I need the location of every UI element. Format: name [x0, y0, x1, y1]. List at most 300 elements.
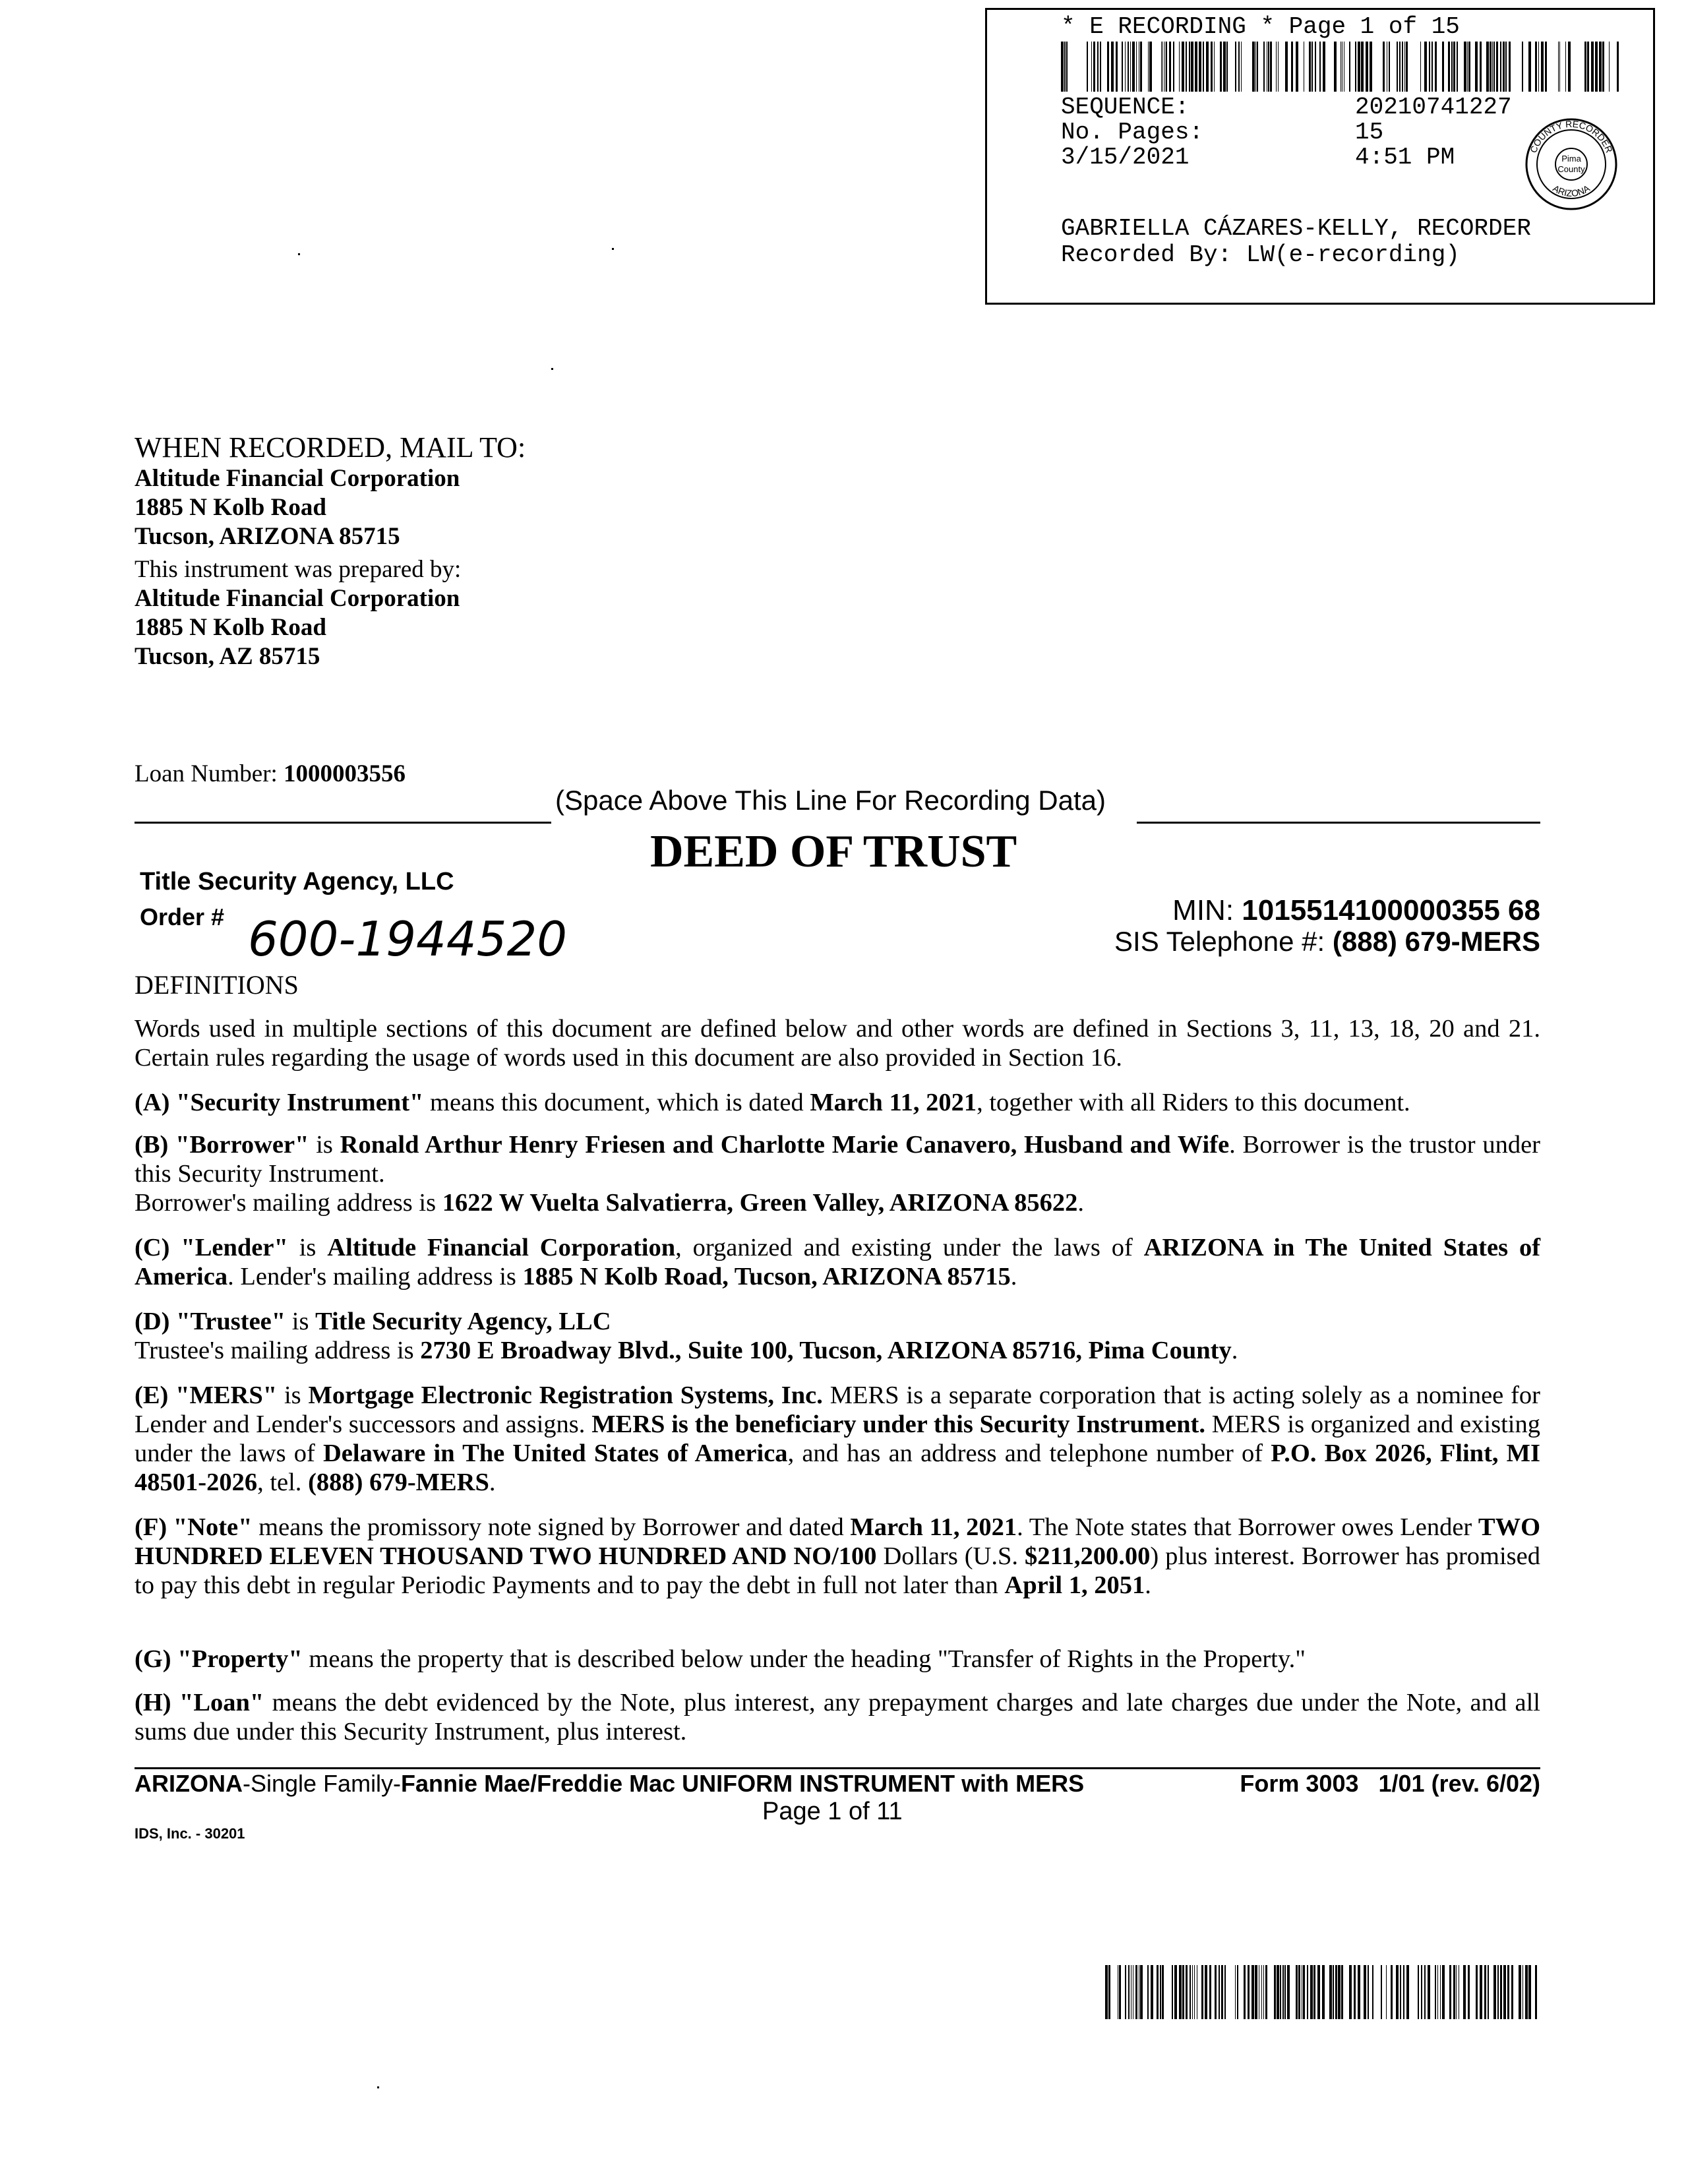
- definitions-intro: [135, 1014, 1540, 1072]
- barcode-bar: [1105, 1965, 1108, 2019]
- barcode-bar: [1386, 1965, 1387, 2019]
- barcode-bar: [1587, 42, 1589, 92]
- barcode-bar: [1476, 1965, 1478, 2019]
- barcode-bar: [1497, 1965, 1499, 2019]
- barcode-bar: [1255, 1965, 1257, 2019]
- barcode-bar: [1391, 1965, 1393, 2019]
- barcode-bar: [1148, 42, 1149, 92]
- barcode-bar: [1162, 42, 1163, 92]
- barcode-bar: [1591, 42, 1594, 92]
- barcode-bar: [1480, 1965, 1482, 2019]
- barcode-bar: [1091, 42, 1092, 92]
- barcode-bar: [1475, 42, 1478, 92]
- barcode-bar: [1201, 1965, 1203, 2019]
- barcode-bar: [1116, 42, 1118, 92]
- barcode-bar: [1278, 42, 1279, 92]
- barcode-bar: [1418, 1965, 1419, 2019]
- barcode-bar: [1509, 42, 1511, 92]
- barcode-bar: [1442, 1965, 1445, 2019]
- barcode-bar: [1492, 42, 1493, 92]
- barcode-bar: [1372, 1965, 1373, 2019]
- barcode-bar: [1366, 42, 1368, 92]
- barcode-bar: [1251, 1965, 1254, 2019]
- footer-form-number: Form 3003 1/01 (rev. 6/02): [1240, 1770, 1540, 1797]
- barcode-bar: [1160, 1965, 1161, 2019]
- recording-divider-left: [135, 822, 551, 824]
- barcode-bar: [1488, 1965, 1489, 2019]
- barcode-bar: [1505, 42, 1507, 92]
- barcode-bar: [1442, 42, 1444, 92]
- barcode-bar: [1406, 42, 1408, 92]
- barcode-bar: [1484, 1965, 1486, 2019]
- barcode-bar: [1370, 42, 1372, 92]
- barcode-bar: [1403, 1965, 1404, 2019]
- sequence-label: SEQUENCE:: [1061, 94, 1190, 121]
- barcode-bar: [1349, 42, 1350, 92]
- barcode-bar: [1361, 42, 1364, 92]
- barcode-bar: [1535, 1965, 1537, 2019]
- barcode-bar: [1559, 42, 1560, 92]
- barcode-bar: [1087, 42, 1088, 92]
- barcode-bar: [1174, 1965, 1177, 2019]
- mail-to-block: [135, 431, 926, 551]
- min-label: MIN:: [1172, 894, 1234, 926]
- definition-f: (F) "Note" means the promissory note signed by Borrower and dated March 11, 2021. The Note states that Borrower owes Lender TWO HUNDRED ELEVEN THOUSAND TWO HUNDRED AND NO/100 Dollars (U.S. $211,200.00) plus interest. Borrower has promised to pay this debt in regular Periodic Payments and to pay the debt in full not later than April 1, 2051.: [135, 1513, 1541, 1599]
- barcode-bar: [1303, 1965, 1305, 2019]
- def-a-text-end: , together with all Riders to this document.: [977, 1089, 1410, 1116]
- barcode-bar: [1296, 1965, 1298, 2019]
- barcode-bar: [1400, 1965, 1401, 2019]
- barcode-bar: [1255, 42, 1256, 92]
- def-c-text: , organized and existing under the laws of: [675, 1234, 1144, 1261]
- barcode-bar: [1149, 42, 1152, 92]
- definition-d: (D) "Trustee" is Title Security Agency, LLC Trustee's mailing address is 2730 E Broadway Blvd., Suite 100, Tucson, ARIZONA 85716, Pima County.: [135, 1308, 1238, 1364]
- barcode-bar: [1599, 42, 1602, 92]
- barcode-bar: [1248, 1965, 1250, 2019]
- document-title: DEED OF TRUST: [650, 826, 1017, 877]
- prepared-by-line: Tucson, AZ 85715: [135, 643, 320, 670]
- barcode-bar: [1311, 42, 1313, 92]
- barcode-bar: [1349, 1965, 1352, 2019]
- barcode-bar: [1061, 42, 1064, 92]
- barcode-bar: [1424, 1965, 1426, 2019]
- barcode-bar: [1164, 42, 1165, 92]
- mail-to-heading: WHEN RECORDED, MAIL TO:: [135, 431, 526, 464]
- def-c-term: (C) "Lender": [135, 1234, 288, 1261]
- loan-number: [135, 760, 406, 789]
- scan-speck: [551, 368, 553, 370]
- def-f-date: March 11, 2021: [850, 1513, 1017, 1541]
- barcode-bar: [1617, 42, 1619, 92]
- mail-to-line: Altitude Financial Corporation: [135, 465, 460, 492]
- barcode-bar: [1319, 42, 1321, 92]
- barcode-bar: [1399, 42, 1401, 92]
- def-a-term: (A) "Security Instrument": [135, 1089, 424, 1116]
- def-d-addr: 2730 E Broadway Blvd., Suite 100, Tucson, ARIZONA 85716, Pima County: [420, 1337, 1232, 1364]
- recording-divider-right: [1137, 822, 1540, 824]
- loan-number-value: 1000003556: [284, 760, 406, 787]
- barcode-bar: [1223, 42, 1226, 92]
- def-f-text: means the promissory note signed by Borrower and dated: [252, 1513, 851, 1541]
- definition-c: (C) "Lender" is Altitude Financial Corporation, organized and existing under the laws of ARIZONA in The United States of America. Lender's mailing address is 1885 N Kolb Road, Tucson, ARIZONA 85715.: [135, 1234, 1541, 1290]
- barcode-bar: [1135, 1965, 1137, 2019]
- def-b-text: . Borrower is the trustor under this Security Instrument.: [135, 1131, 1540, 1188]
- order-number-label: Order #: [140, 903, 225, 930]
- barcode-bar: [1519, 1965, 1521, 2019]
- barcode-bar: [1157, 1965, 1159, 2019]
- barcode-bar: [1313, 1965, 1315, 2019]
- barcode-bar: [1424, 42, 1427, 92]
- barcode-bar: [1108, 1965, 1110, 2019]
- barcode-bar: [1241, 42, 1242, 92]
- barcode-bar: [1296, 42, 1298, 92]
- def-a-text: means this document, which is dated: [423, 1089, 810, 1116]
- barcode-bar: [1609, 42, 1610, 92]
- def-f-text-3: Dollars (U.S.: [876, 1542, 1025, 1570]
- barcode-bar: [1189, 42, 1190, 92]
- footer-state: ARIZONA: [135, 1770, 243, 1797]
- def-e-text-3: , and has an address and telephone number of: [787, 1440, 1271, 1467]
- barcode-bar: [1435, 42, 1437, 92]
- barcode-bar: [1522, 42, 1523, 92]
- barcode-bar: [1111, 42, 1114, 92]
- def-d-term: (D) "Trustee": [135, 1308, 286, 1335]
- barcode-bar: [1140, 1965, 1143, 2019]
- barcode-bar: [1496, 42, 1498, 92]
- barcode-bar: [1329, 1965, 1332, 2019]
- barcode-bar: [1238, 42, 1240, 92]
- barcode-bar: [1323, 42, 1325, 92]
- barcode-bar: [1140, 42, 1142, 92]
- barcode-bar: [1453, 1965, 1455, 2019]
- barcode-bar: [1235, 42, 1236, 92]
- barcode-bar: [1503, 1965, 1506, 2019]
- barcode-bar: [1468, 42, 1470, 92]
- barcode-bar: [1490, 42, 1492, 92]
- def-b-names: Ronald Arthur Henry Friesen and Charlotte Marie Canavero, Husband and Wife: [340, 1131, 1230, 1159]
- barcode-bar: [1358, 42, 1360, 92]
- barcode-bar: [1486, 42, 1489, 92]
- barcode-bar: [1265, 1965, 1267, 2019]
- prepared-by-line: Altitude Financial Corporation: [135, 585, 460, 612]
- barcode-bar: [1199, 42, 1201, 92]
- def-h-term: (H) "Loan": [135, 1689, 264, 1716]
- county-recorder-seal-icon: [1524, 117, 1619, 212]
- sequence-value: 20210741227: [1355, 94, 1512, 121]
- def-e-is: is: [277, 1381, 309, 1409]
- barcode-bar: [1066, 42, 1068, 92]
- def-a-date: March 11, 2021: [810, 1089, 977, 1116]
- barcode-bar: [1602, 42, 1604, 92]
- def-d-name: Title Security Agency, LLC: [315, 1308, 611, 1335]
- def-b-term: (B) "Borrower": [135, 1131, 309, 1159]
- barcode-bar: [1274, 1965, 1276, 2019]
- barcode-bar: [1235, 1965, 1236, 2019]
- barcode-bar: [1558, 42, 1559, 92]
- pages-label: No. Pages:: [1061, 119, 1204, 146]
- barcode-bar: [1317, 1965, 1320, 2019]
- def-c-name: Altitude Financial Corporation: [327, 1234, 676, 1261]
- barcode-bar: [1381, 1965, 1382, 2019]
- barcode-bar: [1315, 42, 1316, 92]
- barcode-bar: [1100, 42, 1101, 92]
- footer-form-title: [135, 1770, 1084, 1798]
- barcode-bar: [1276, 42, 1277, 92]
- barcode-bar: [1309, 42, 1311, 92]
- scan-speck: [612, 248, 614, 250]
- barcode-bar: [1525, 1965, 1528, 2019]
- barcode-bar: [1507, 1965, 1509, 2019]
- footer-ids: IDS, Inc. - 30201: [135, 1825, 245, 1842]
- barcode-bar: [1132, 42, 1135, 92]
- barcode-bar: [1545, 42, 1547, 92]
- def-b-is: is: [309, 1131, 340, 1159]
- barcode-bar: [1277, 1965, 1279, 2019]
- barcode-bar: [1182, 42, 1184, 92]
- barcode-bar: [1453, 42, 1455, 92]
- def-c-is: is: [287, 1234, 328, 1261]
- barcode-bar: [1298, 1965, 1300, 2019]
- barcode-bar: [1468, 1965, 1470, 2019]
- barcode-bar: [1334, 42, 1337, 92]
- mail-to-line: 1885 N Kolb Road: [135, 494, 326, 521]
- title-agency-stamp: Title Security Agency, LLC: [140, 868, 454, 895]
- barcode-bar: [1451, 42, 1453, 92]
- barcode-bar: [1396, 1965, 1399, 2019]
- barcode-bar: [1448, 42, 1450, 92]
- space-above-label: (Space Above This Line For Recording Data): [555, 785, 1106, 816]
- def-b-addr: 1622 W Vuelta Salvatierra, Green Valley, ARIZONA 85622: [442, 1189, 1078, 1217]
- barcode-bar: [1192, 1965, 1193, 2019]
- barcode-bar: [1338, 1965, 1341, 2019]
- barcode-bar: [1280, 1965, 1281, 2019]
- barcode-bar: [1261, 1965, 1262, 2019]
- barcode-bar: [1493, 42, 1495, 92]
- barcode-bar: [1182, 1965, 1184, 2019]
- barcode-bar: [1169, 42, 1171, 92]
- barcode-bar: [1456, 1965, 1457, 2019]
- barcode-bar: [1097, 42, 1099, 92]
- barcode-bar: [1195, 42, 1197, 92]
- barcode-bar: [1257, 42, 1258, 92]
- barcode-bar: [1215, 1965, 1217, 2019]
- recording-header: * E RECORDING * Page 1 of 15: [1061, 13, 1460, 40]
- barcode-bar: [1568, 42, 1571, 92]
- barcode-bar: [1205, 1965, 1207, 2019]
- footer-rule: [135, 1767, 1540, 1769]
- def-g-text: means the property that is described below under the heading "Transfer of Rights in the Property.": [302, 1645, 1306, 1673]
- barcode-bar: [1383, 42, 1385, 92]
- barcode-bar: [1151, 1965, 1153, 2019]
- def-f-term: (F) "Note": [135, 1513, 253, 1541]
- barcode-bar: [1364, 1965, 1366, 2019]
- svg-text:Pima: Pima: [1561, 154, 1581, 164]
- footer-page: Page 1 of 11: [762, 1798, 903, 1825]
- def-c-addr-label: . Lender's mailing address is: [227, 1263, 523, 1290]
- barcode-bar: [1263, 42, 1265, 92]
- barcode-bar: [1179, 42, 1180, 92]
- barcode-bar: [1503, 42, 1505, 92]
- barcode-bar: [1122, 42, 1123, 92]
- barcode-bar: [1270, 42, 1272, 92]
- recorder-name: GABRIELLA CÁZARES-KELLY, RECORDER: [1061, 215, 1531, 242]
- barcode-bar: [1211, 42, 1213, 92]
- barcode-bar: [1282, 1965, 1284, 2019]
- barcode-bar: [1437, 1965, 1438, 2019]
- barcode-bar: [1322, 1965, 1325, 2019]
- prepared-by-heading: This instrument was prepared by:: [135, 556, 462, 583]
- barcode-bar: [1252, 42, 1255, 92]
- svg-text:County: County: [1557, 164, 1585, 174]
- def-e-name: Mortgage Electronic Registration Systems, Inc.: [308, 1381, 823, 1409]
- min-number: [1172, 894, 1540, 927]
- sis-value: (888) 679-MERS: [1332, 926, 1540, 957]
- barcode-bar: [1354, 1965, 1356, 2019]
- barcode-bar: [1125, 42, 1126, 92]
- barcode-bar: [1541, 42, 1544, 92]
- barcode-bar: [1565, 42, 1566, 92]
- barcode-bar: [1214, 42, 1215, 92]
- footer-family: -Single Family-: [243, 1770, 402, 1797]
- barcode-bar: [1194, 1965, 1195, 2019]
- barcode-bar: [1595, 42, 1598, 92]
- def-f-amount-words: TWO HUNDRED ELEVEN THOUSAND TWO HUNDRED AND NO/100: [135, 1513, 1541, 1570]
- barcode-bar: [1522, 1965, 1523, 2019]
- barcode-bar: [1186, 1965, 1188, 2019]
- barcode-bar: [1173, 42, 1174, 92]
- def-e-text: MERS is a separate corporation that is acting solely as a nominee for Lender and Lender's successors and assigns.: [135, 1381, 1540, 1438]
- handwritten-order-number: 600-1944520: [248, 911, 568, 967]
- barcode-bar: [1263, 1965, 1264, 2019]
- barcode-bar: [1162, 1965, 1164, 2019]
- barcode-bar: [1226, 42, 1228, 92]
- intro-text: Words used in multiple sections of this document are defined below and other words are defined in Sections 3, 11, 13, 18, 20 and 21. Certain rules regarding the usage of words used in this document are also provided in Section 16.: [135, 1015, 1540, 1072]
- barcode-bar: [1358, 1965, 1360, 2019]
- barcode-bar: [1136, 42, 1137, 92]
- barcode-bar: [1500, 42, 1501, 92]
- definition-h: [135, 1688, 1540, 1746]
- barcode-bar: [1467, 42, 1468, 92]
- def-e-tel-label: , tel.: [257, 1469, 309, 1496]
- barcode-bar: [1119, 1965, 1121, 2019]
- svg-text:ARIZONA: ARIZONA: [1551, 183, 1592, 199]
- def-e-beneficiary: MERS is the beneficiary under this Security Instrument.: [591, 1410, 1205, 1438]
- barcode-bar: [1064, 42, 1066, 92]
- barcode-bar: [1307, 1965, 1308, 2019]
- def-e-law: Delaware in The United States of America: [322, 1440, 788, 1467]
- barcode-bar: [1440, 1965, 1441, 2019]
- barcode-bar: [1406, 1965, 1409, 2019]
- barcode-bar: [1161, 42, 1162, 92]
- barcode-bar: [1420, 42, 1421, 92]
- barcode-bar: [1179, 1965, 1182, 2019]
- barcode-bar: [1404, 42, 1405, 92]
- barcode-bar: [1535, 42, 1537, 92]
- def-e-tel: (888) 679-MERS: [308, 1469, 489, 1496]
- barcode-bar: [1355, 42, 1356, 92]
- barcode-bar: [1584, 42, 1586, 92]
- barcode-bar: [1493, 1965, 1496, 2019]
- barcode-bar: [1432, 42, 1433, 92]
- barcode-bar: [1191, 42, 1193, 92]
- barcode-bar: [1335, 1965, 1337, 2019]
- barcode-bar: [1203, 42, 1204, 92]
- min-value: 1015514100000355 68: [1242, 894, 1540, 926]
- barcode-bar: [1464, 42, 1466, 92]
- sis-telephone: [1114, 926, 1540, 957]
- definition-a: [135, 1088, 1540, 1117]
- barcode-bar: [1128, 1965, 1130, 2019]
- barcode-bar: [1511, 1965, 1513, 2019]
- barcode-bar: [1528, 42, 1531, 92]
- barcode-bar: [1125, 1965, 1126, 2019]
- barcode-bar: [1480, 42, 1482, 92]
- barcode-bar: [1186, 42, 1187, 92]
- def-f-due: April 1, 2051: [1004, 1571, 1145, 1599]
- barcode-bar: [1107, 42, 1109, 92]
- def-b-addr-label: Borrower's mailing address is: [135, 1189, 442, 1217]
- barcode-bar: [1147, 1965, 1149, 2019]
- barcode-bar: [1287, 1965, 1290, 2019]
- barcode-bar: [1093, 42, 1095, 92]
- recording-time: 4:51 PM: [1355, 144, 1455, 171]
- barcode-bar: [1341, 1965, 1343, 2019]
- def-f-amount: $211,200.00: [1024, 1542, 1151, 1570]
- barcode-bar: [1435, 1965, 1436, 2019]
- barcode-bar: [1421, 1965, 1422, 2019]
- prepared-by-block: [135, 555, 926, 671]
- def-c-law: ARIZONA in The United States of America: [135, 1234, 1541, 1290]
- barcode-bar: [1291, 42, 1293, 92]
- barcode-bar: [1389, 42, 1390, 92]
- barcode-bar: [1220, 42, 1222, 92]
- barcode-bar: [1219, 1965, 1220, 2019]
- barcode-bar: [1528, 1965, 1531, 2019]
- barcode-bar: [1244, 1965, 1246, 2019]
- definition-b: (B) "Borrower" is Ronald Arthur Henry Friesen and Charlotte Marie Canavero, Husband and Wife. Borrower is the trustor under this Security Instrument. Borrower's mailing address is 1622 W Vuelta Salvatierra, Green Valley, ARIZONA 85622.: [135, 1131, 1540, 1217]
- def-h-text: means the debt evidenced by the Note, plus interest, any prepayment charges and late charges due under the Note, and all sums due under this Security Instrument, plus interest.: [135, 1689, 1540, 1745]
- def-f-text-4: ) plus interest. Borrower has promised to pay this debt in regular Periodic Payments and to pay the debt in full not later than: [135, 1542, 1541, 1599]
- def-e-term: (E) "MERS": [135, 1381, 278, 1409]
- barcode-bar: [1284, 1965, 1286, 2019]
- recording-barcode: [1061, 42, 1619, 92]
- barcode-bar: [1310, 1965, 1313, 2019]
- barcode-bar: [1190, 1965, 1191, 2019]
- definition-g: [135, 1645, 1540, 1674]
- footer-uniform: Fannie Mae/Freddie Mac UNIFORM INSTRUMENT with MERS: [401, 1770, 1085, 1797]
- barcode-bar: [1166, 42, 1167, 92]
- def-g-term: (G) "Property": [135, 1645, 303, 1673]
- barcode-bar: [1449, 1965, 1451, 2019]
- barcode-bar: [1397, 42, 1398, 92]
- barcode-bar: [1172, 1965, 1173, 2019]
- loan-number-label: Loan Number:: [135, 760, 278, 787]
- barcode-bar: [1402, 42, 1403, 92]
- barcode-bar: [1429, 42, 1430, 92]
- barcode-bar: [1206, 42, 1209, 92]
- bottom-barcode: [1105, 1965, 1539, 2019]
- pages-value: 15: [1355, 119, 1384, 146]
- sis-label: SIS Telephone #:: [1114, 926, 1325, 957]
- barcode-bar: [1500, 1965, 1502, 2019]
- barcode-bar: [1368, 1965, 1369, 2019]
- def-d-is: is: [286, 1308, 316, 1335]
- barcode-bar: [1209, 1965, 1211, 2019]
- def-c-addr: 1885 N Kolb Road, Tucson, ARIZONA 85715: [522, 1263, 1011, 1290]
- barcode-bar: [1221, 1965, 1223, 2019]
- def-d-addr-label: Trustee's mailing address is: [135, 1337, 421, 1364]
- barcode-bar: [1130, 42, 1131, 92]
